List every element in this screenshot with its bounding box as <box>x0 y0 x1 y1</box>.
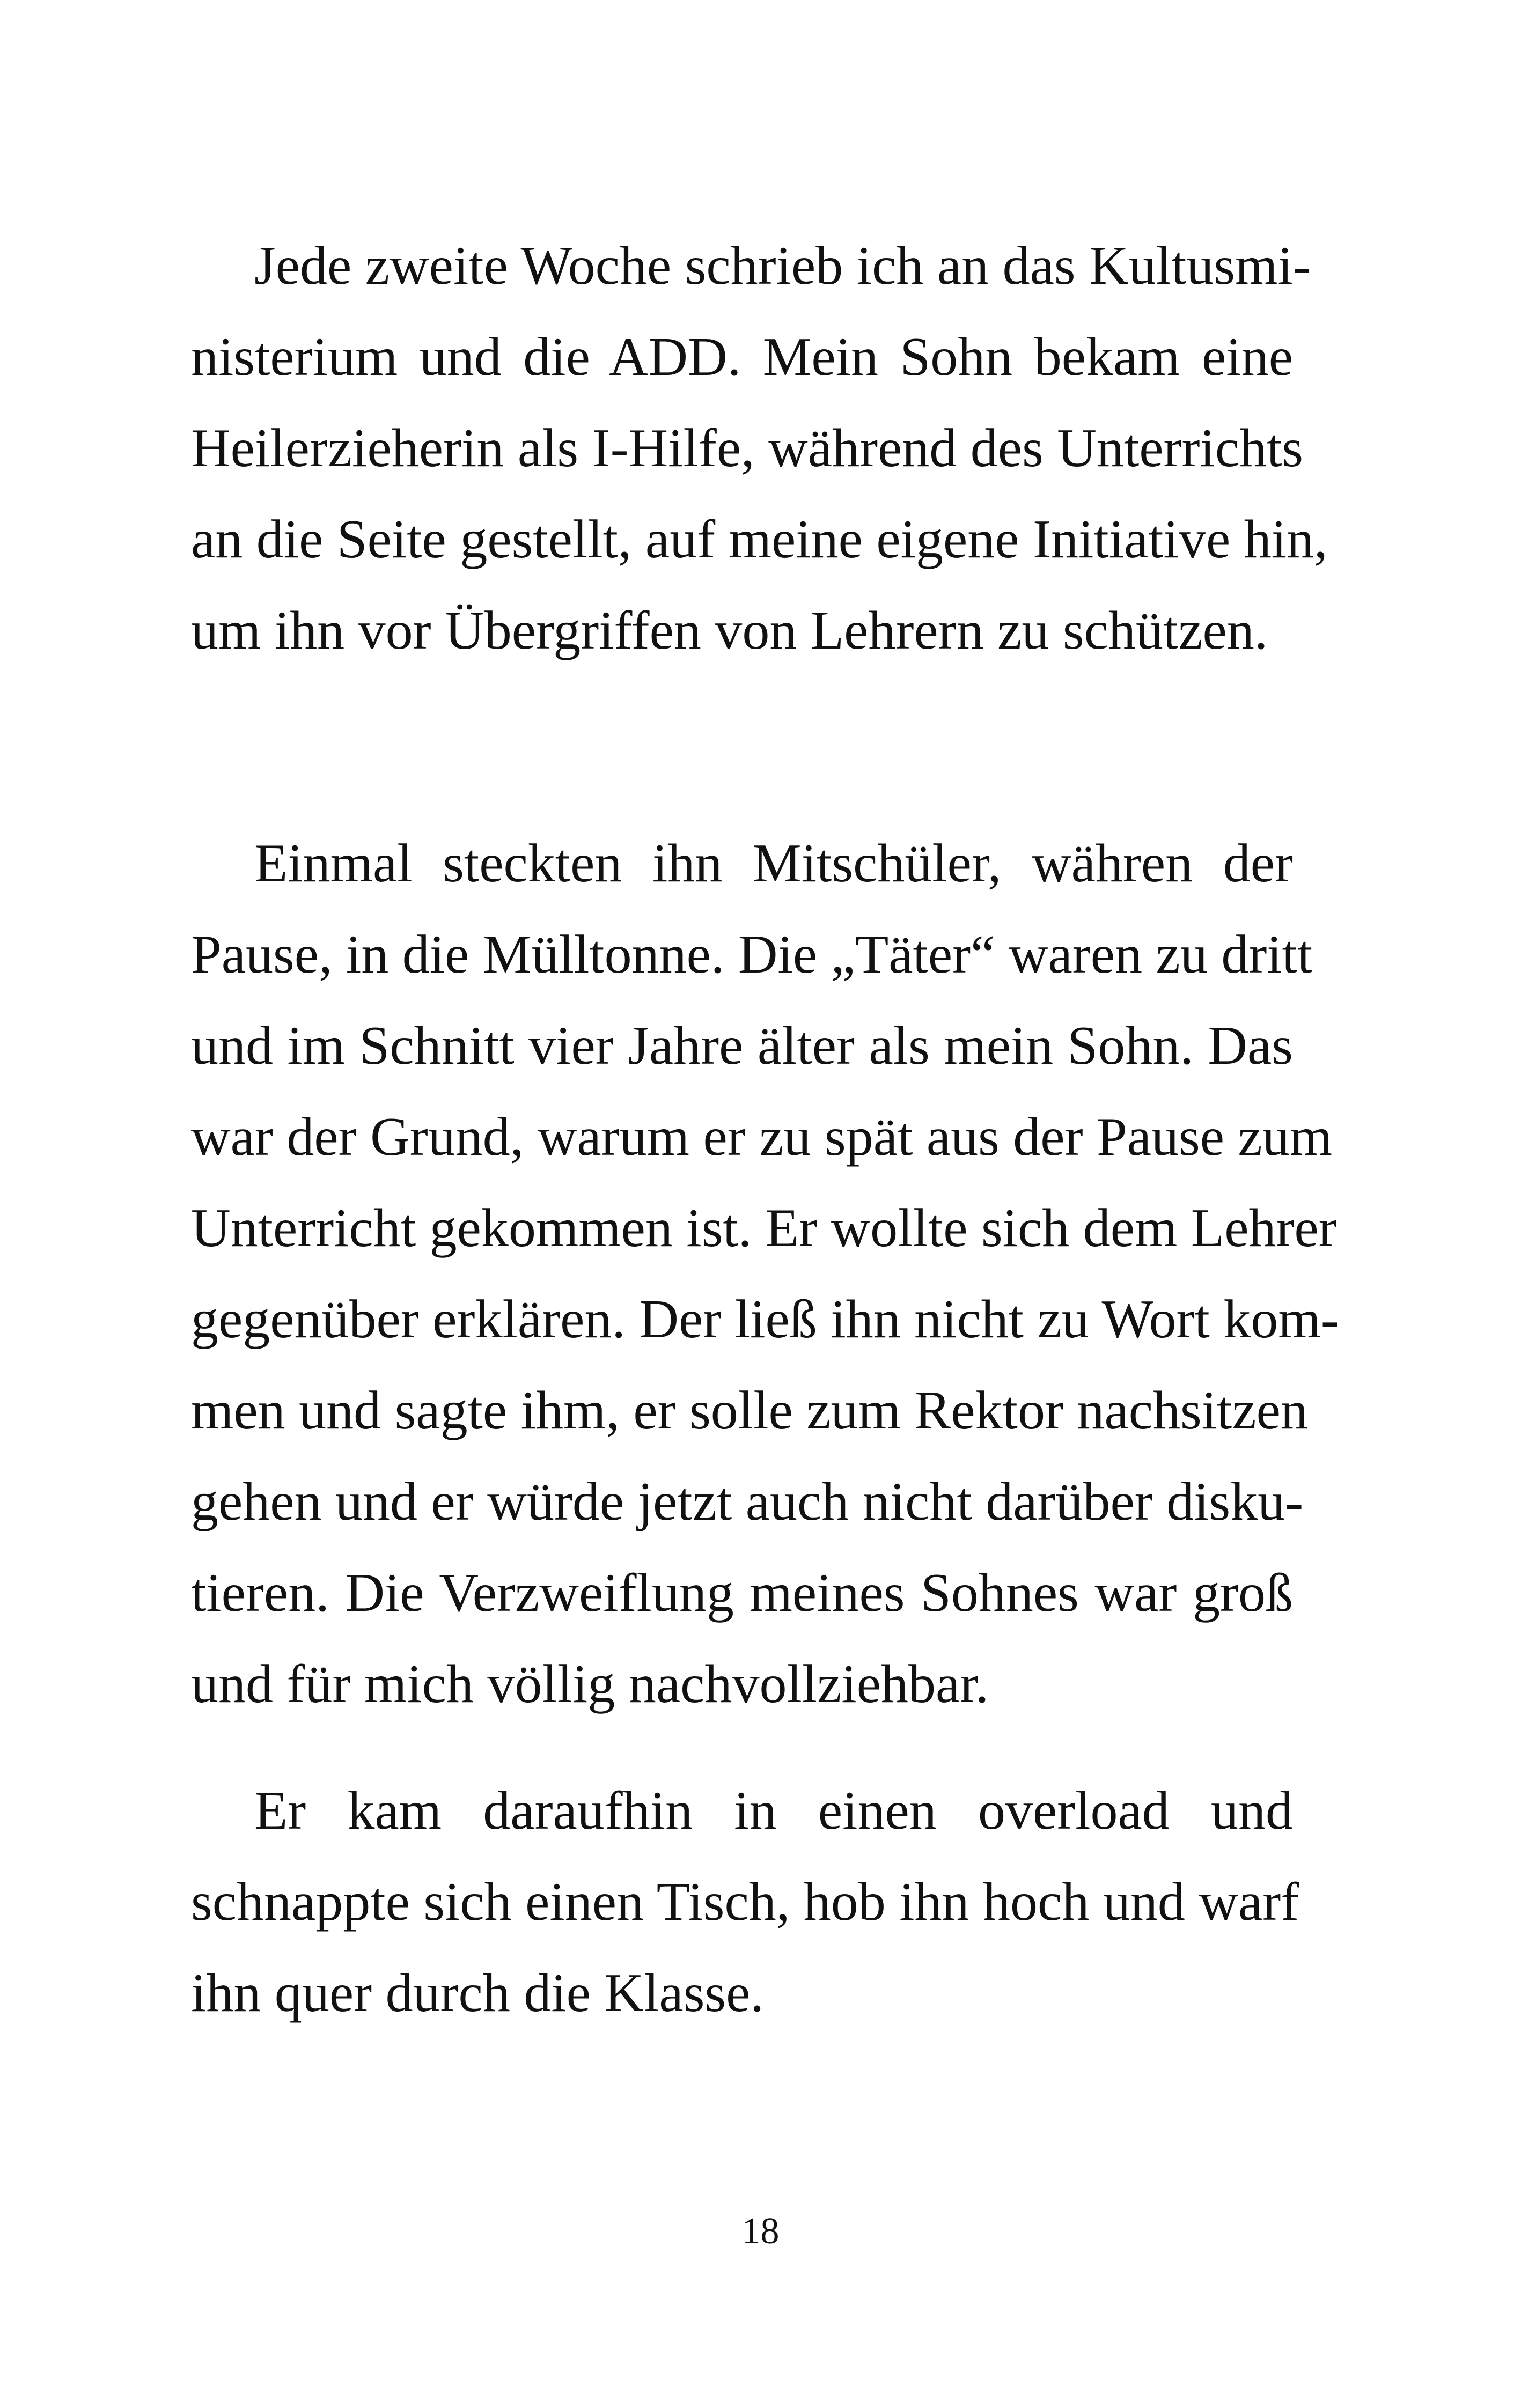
paragraph-2-line-2: Pause, in die Mülltonne. Die „Täter“ waren zu dritt <box>191 924 1313 985</box>
paragraph-1-line-2: nisterium und die ADD. Mein Sohn bekam eine <box>191 327 1293 387</box>
paragraph-2-line-7: men und sagte ihm, er solle zum Rektor nachsitzen <box>191 1380 1308 1441</box>
paragraph-2-line-9: tieren. Die Verzweiflung meines Sohnes war groß <box>191 1563 1293 1623</box>
paragraph-1-line-5: um ihn vor Übergriffen von Lehrern zu schützen. <box>191 600 1268 661</box>
paragraph-2-line-1: Einmal steckten ihn Mitschüler, währen der <box>254 833 1293 894</box>
paragraph-3-line-2: schnappte sich einen Tisch, hob ihn hoch und warf <box>191 1872 1299 1932</box>
paragraph-3-line-1: Er kam daraufhin in einen overload und <box>254 1780 1293 1841</box>
paragraph-1-line-1: Jede zweite Woche schrieb ich an das Kultusmi- <box>254 235 1311 296</box>
paragraph-2-line-6: gegenüber erklären. Der ließ ihn nicht zu Wort kom- <box>191 1289 1339 1350</box>
paragraph-1-line-4: an die Seite gestellt, auf meine eigene Initiative hin, <box>191 509 1328 570</box>
paragraph-2-line-4: war der Grund, warum er zu spät aus der Pause zum <box>191 1107 1333 1167</box>
paragraph-2-line-5: Unterricht gekommen ist. Er wollte sich dem Lehrer <box>191 1198 1337 1258</box>
page-number: 18 <box>741 2211 780 2252</box>
paragraph-3-line-3: ihn quer durch die Klasse. <box>191 1963 764 2023</box>
paragraph-2-line-8: gehen und er würde jetzt auch nicht darüber disku- <box>191 1471 1304 1532</box>
paragraph-2-line-3: und im Schnitt vier Jahre älter als mein Sohn. Das <box>191 1015 1293 1076</box>
paragraph-2-line-10: und für mich völlig nachvollziehbar. <box>191 1654 989 1714</box>
paragraph-1-line-3: Heilerzieherin als I-Hilfe, während des Unterrichts <box>191 418 1304 478</box>
